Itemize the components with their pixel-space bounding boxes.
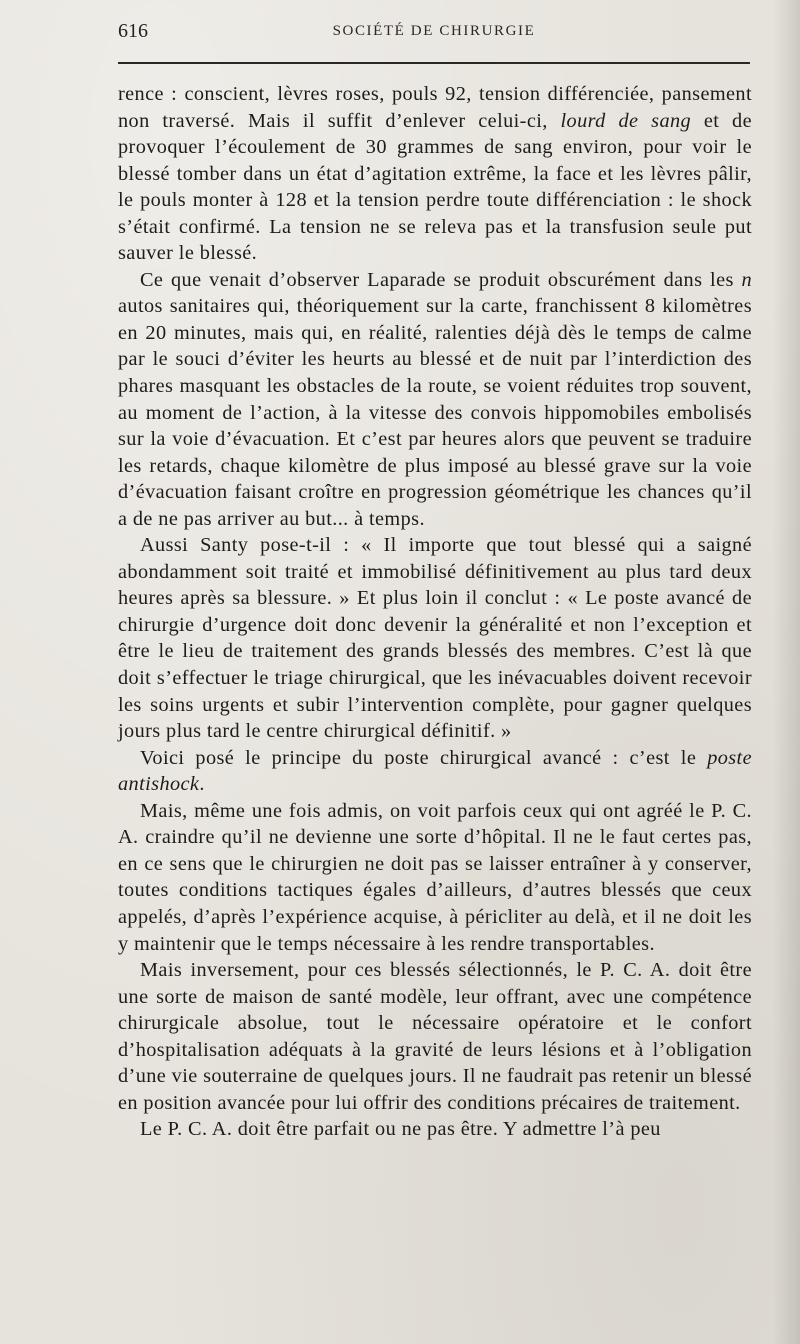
paragraph-2-text-a: Ce que venait d’observer Laparade se produit obscurément dans les: [140, 268, 742, 291]
paragraph-4-text-a: Voici posé le principe du poste chirurgical avancé : c’est le: [140, 746, 708, 769]
body-text: [118, 81, 752, 1143]
paragraph-4-italic: poste antishock: [118, 746, 752, 796]
paragraph-7: [118, 1116, 752, 1143]
paragraph-1-text-a: rence : conscient, lèvres roses, pouls 92, tension différenciée, pansement non traversé. Mais il suffit d’enlever celui-ci,: [118, 83, 752, 132]
paragraph-2-italic: n: [741, 268, 752, 291]
page-header: [118, 18, 750, 46]
header-rule: [118, 62, 750, 64]
paragraph-4-text-b: .: [199, 773, 205, 796]
paragraph-6-text: Mais inversement, pour ces blessés sélectionnés, le P. C. A. doit être une sorte de maison de santé modèle, leur offrant, avec une compétence chirurgicale absolue, tout le nécessaire opératoire et le confort d’hospitalisation adéquats à la gravité de leurs lésions et à l’obligation d’une vie souterraine de quelques jours. Il ne faudrait pas retenir un blessé en position avancée pour lui offrir des conditions précaires de traitement.: [118, 959, 752, 1114]
paragraph-7-text: Le P. C. A. doit être parfait ou ne pas être. Y admettre l’à peu: [140, 1118, 661, 1141]
page-number: 616: [118, 20, 148, 42]
page-edge-shadow: [772, 0, 800, 1344]
paragraph-5-text: Mais, même une fois admis, on voit parfois ceux qui ont agréé le P. C. A. craindre qu’il ne devienne une sorte d’hôpital. Il ne le faut certes pas, en ce sens que le chirurgien ne doit pas se laisser entraîner à y conserver, toutes conditions tactiques égales d’ailleurs, d’autres blessés que ceux appelés, d’après l’expérience acquise, à péricliter au delà, et il ne doit les y maintenir que le temps nécessaire à les rendre transportables.: [118, 799, 752, 955]
paragraph-1: [118, 81, 752, 267]
paragraph-4: [118, 745, 752, 798]
paragraph-1-text-b: et de provoquer l’écoulement de 30 grammes de sang environ, pour voir le blessé tomber dans un état d’agitation extrême, la face et les lèvres pâlir, le pouls monter à 128 et la tension perdre toute différenciation : le shock s’était confirmé. La tension ne se releva pas et la transfusion seule put sauver le blessé.: [118, 109, 752, 265]
paragraph-6: [118, 957, 752, 1116]
paragraph-3-text: Aussi Santy pose-t-il : « Il importe que tout blessé qui a saigné abondamment soit traité et immobilisé définitivement au plus tard deux heures après sa blessure. » Et plus loin il conclut : « Le poste avancé de chirurgie d’urgence doit donc devenir la généralité et non l’exception et être le lieu de traitement des grands blessés des membres. C’est là que doit s’effectuer le triage chirurgical, que les inévacuables doivent recevoir les soins urgents et subir l’intervention complète, pour gagner quelques jours plus tard le centre chirurgical définitif. »: [118, 534, 752, 743]
paragraph-2-text-b: autos sanitaires qui, théoriquement sur la carte, franchissent 8 kilomètres en 20 minutes, mais qui, en réalité, ralenties déjà dès le temps de calme par le souci d’éviter les heurts au blessé et de nuit par l’interdiction des phares masquant les obstacles de la route, se voient réduites trop souvent, au moment de l’action, à la vitesse des convois hippomobiles embolisés sur la voie d’évacuation. Et c’est par heures alors que peuvent se traduire les retards, chaque kilomètre de plus imposé au blessé grave sur la voie d’évacuation faisant croître en progression géométrique les chances qu’il a de ne pas arriver au but... à temps.: [118, 295, 752, 530]
running-head: SOCIÉTÉ DE CHIRURGIE: [332, 23, 536, 39]
paragraph-2: [118, 267, 752, 532]
paragraph-5: [118, 798, 752, 957]
paragraph-3: [118, 532, 752, 744]
paragraph-1-italic: lourd de sang: [560, 109, 692, 132]
